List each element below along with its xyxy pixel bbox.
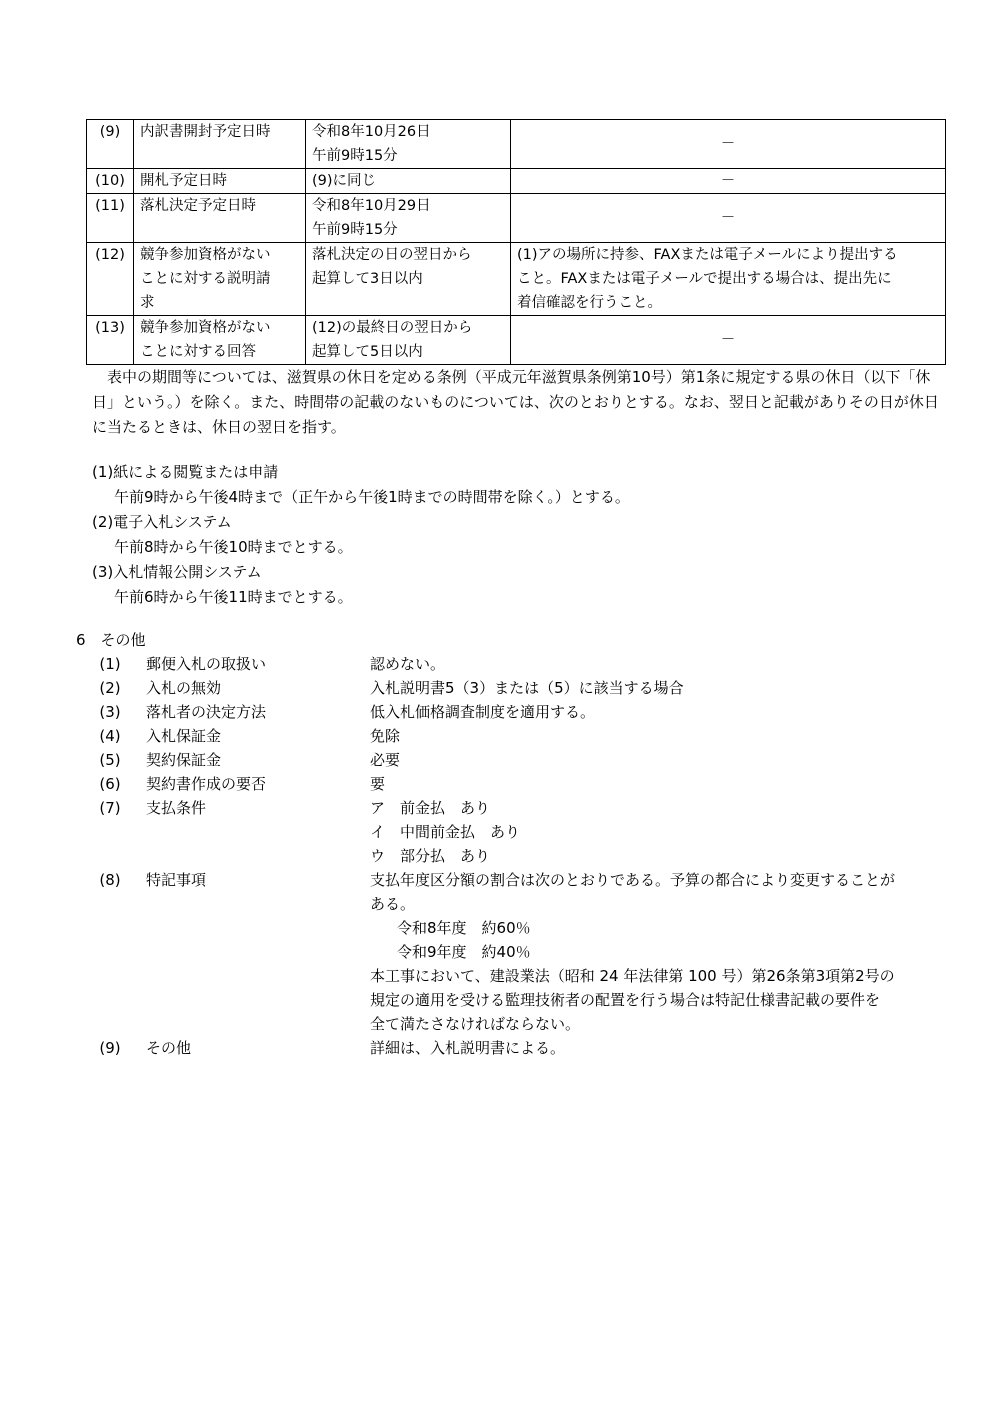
- item-value: [370, 724, 950, 748]
- value-line: 免除: [370, 727, 401, 745]
- item-value: [370, 676, 950, 700]
- list-item: [86, 700, 956, 724]
- section6-list: [86, 652, 956, 1060]
- item-number: (6): [99, 775, 121, 793]
- row-number: (12): [87, 243, 134, 316]
- time-band-detail: 午前6時から午後11時までとする。: [114, 588, 353, 606]
- holiday-paragraph: 表中の期間等については、滋賀県の休日を定める条例（平成元年滋賀県条例第10号）第1条に規定する県の休日（以下「休日」という。）を除く。また、時間帯の記載のないものについては、次のとおりとする。なお、翌日と記載がありその日が休日に当たるときは、休日の翌日を指す。: [92, 368, 939, 436]
- item-number: (7): [99, 799, 121, 817]
- time-band-list: [92, 460, 952, 610]
- row-item: 競争参加資格がない ことに対する説明請 求: [134, 243, 306, 316]
- row-item: 競争参加資格がない ことに対する回答: [134, 316, 306, 365]
- row-date: 落札決定の日の翌日から 起算して3日以内: [306, 243, 511, 316]
- item-label: 契約保証金: [146, 751, 222, 769]
- table-row: [87, 169, 946, 194]
- item-value: [370, 1036, 950, 1060]
- value-line: ア 前金払 あり: [370, 799, 491, 817]
- item-label: 支払条件: [146, 799, 207, 817]
- list-item: [86, 724, 956, 748]
- item-value: [370, 652, 950, 676]
- item-value: [370, 772, 950, 796]
- row-note: －: [511, 120, 946, 169]
- value-line: 全て満たさなければならない。: [370, 1015, 581, 1033]
- row-note: －: [511, 169, 946, 194]
- row-number: (10): [87, 169, 134, 194]
- time-band-title: (3)入札情報公開システム: [92, 563, 262, 581]
- row-item: 内訳書開封予定日時: [134, 120, 306, 169]
- item-number: (3): [99, 703, 121, 721]
- list-item: [86, 868, 956, 1036]
- item-value: [370, 868, 950, 1036]
- value-line: ウ 部分払 あり: [370, 847, 491, 865]
- value-line: 要: [370, 775, 386, 793]
- row-item: 落札決定予定日時: [134, 194, 306, 243]
- list-item: [86, 676, 956, 700]
- value-line: 低入札価格調査制度を適用する。: [370, 703, 596, 721]
- list-item: [86, 748, 956, 772]
- value-line: イ 中間前金払 あり: [370, 823, 521, 841]
- schedule-table: [86, 119, 946, 365]
- time-band-detail: 午前9時から午後4時まで（正午から午後1時までの時間帯を除く。）とする。: [114, 488, 630, 506]
- row-note: －: [511, 194, 946, 243]
- time-band-detail: 午前8時から午後10時までとする。: [114, 538, 353, 556]
- table-row: [87, 120, 946, 169]
- item-value: [370, 796, 950, 868]
- table-row: [87, 194, 946, 243]
- holiday-note: [92, 365, 952, 440]
- list-item: [86, 652, 956, 676]
- value-line: 支払年度区分額の割合は次のとおりである。予算の都合により変更することが: [370, 871, 896, 889]
- item-number: (2): [99, 679, 121, 697]
- value-line: 入札説明書5（3）または（5）に該当する場合: [370, 679, 684, 697]
- item-label: 落札者の決定方法: [146, 703, 267, 721]
- value-line: 令和9年度 約40％: [382, 943, 531, 961]
- item-number: (5): [99, 751, 121, 769]
- table-row: [87, 316, 946, 365]
- row-item: 開札予定日時: [134, 169, 306, 194]
- item-value: [370, 748, 950, 772]
- value-line: 本工事において、建設業法（昭和 24 年法律第 100 号）第26条第3項第2号の: [370, 967, 895, 985]
- value-line: 規定の適用を受ける監理技術者の配置を行う場合は特記仕様書記載の要件を: [370, 991, 881, 1009]
- item-number: (1): [99, 655, 121, 673]
- row-date: 令和8年10月26日 午前9時15分: [306, 120, 511, 169]
- list-item: [86, 1036, 956, 1060]
- value-line: 必要: [370, 751, 401, 769]
- section-title: 6 その他: [76, 631, 146, 649]
- item-label: 特記事項: [146, 871, 207, 889]
- row-date: (12)の最終日の翌日から 起算して5日以内: [306, 316, 511, 365]
- item-number: (4): [99, 727, 121, 745]
- item-label: その他: [146, 1039, 192, 1057]
- row-date: 令和8年10月29日 午前9時15分: [306, 194, 511, 243]
- time-band-title: (1)紙による閲覧または申請: [92, 463, 279, 481]
- value-line: ある。: [370, 895, 416, 913]
- row-note: －: [511, 316, 946, 365]
- list-item: [86, 772, 956, 796]
- row-number: (13): [87, 316, 134, 365]
- row-date: (9)に同じ: [306, 169, 511, 194]
- item-label: 入札の無効: [146, 679, 222, 697]
- value-line: 令和8年度 約60％: [382, 919, 531, 937]
- list-item: [86, 796, 956, 868]
- table-row: [87, 243, 946, 316]
- item-label: 郵便入札の取扱い: [146, 655, 267, 673]
- item-number: (9): [99, 1039, 121, 1057]
- time-band-title: (2)電子入札システム: [92, 513, 232, 531]
- item-label: 入札保証金: [146, 727, 222, 745]
- item-label: 契約書作成の要否: [146, 775, 267, 793]
- value-line: 詳細は、入札説明書による。: [370, 1039, 566, 1057]
- value-line: 認めない。: [370, 655, 446, 673]
- item-value: [370, 700, 950, 724]
- row-number: (11): [87, 194, 134, 243]
- item-number: (8): [99, 871, 121, 889]
- row-number: (9): [87, 120, 134, 169]
- row-note: (1)アの場所に持参、FAXまたは電子メールにより提出する こと。FAXまたは電子メールで提出する場合は、提出先に 着信確認を行うこと。: [511, 243, 946, 316]
